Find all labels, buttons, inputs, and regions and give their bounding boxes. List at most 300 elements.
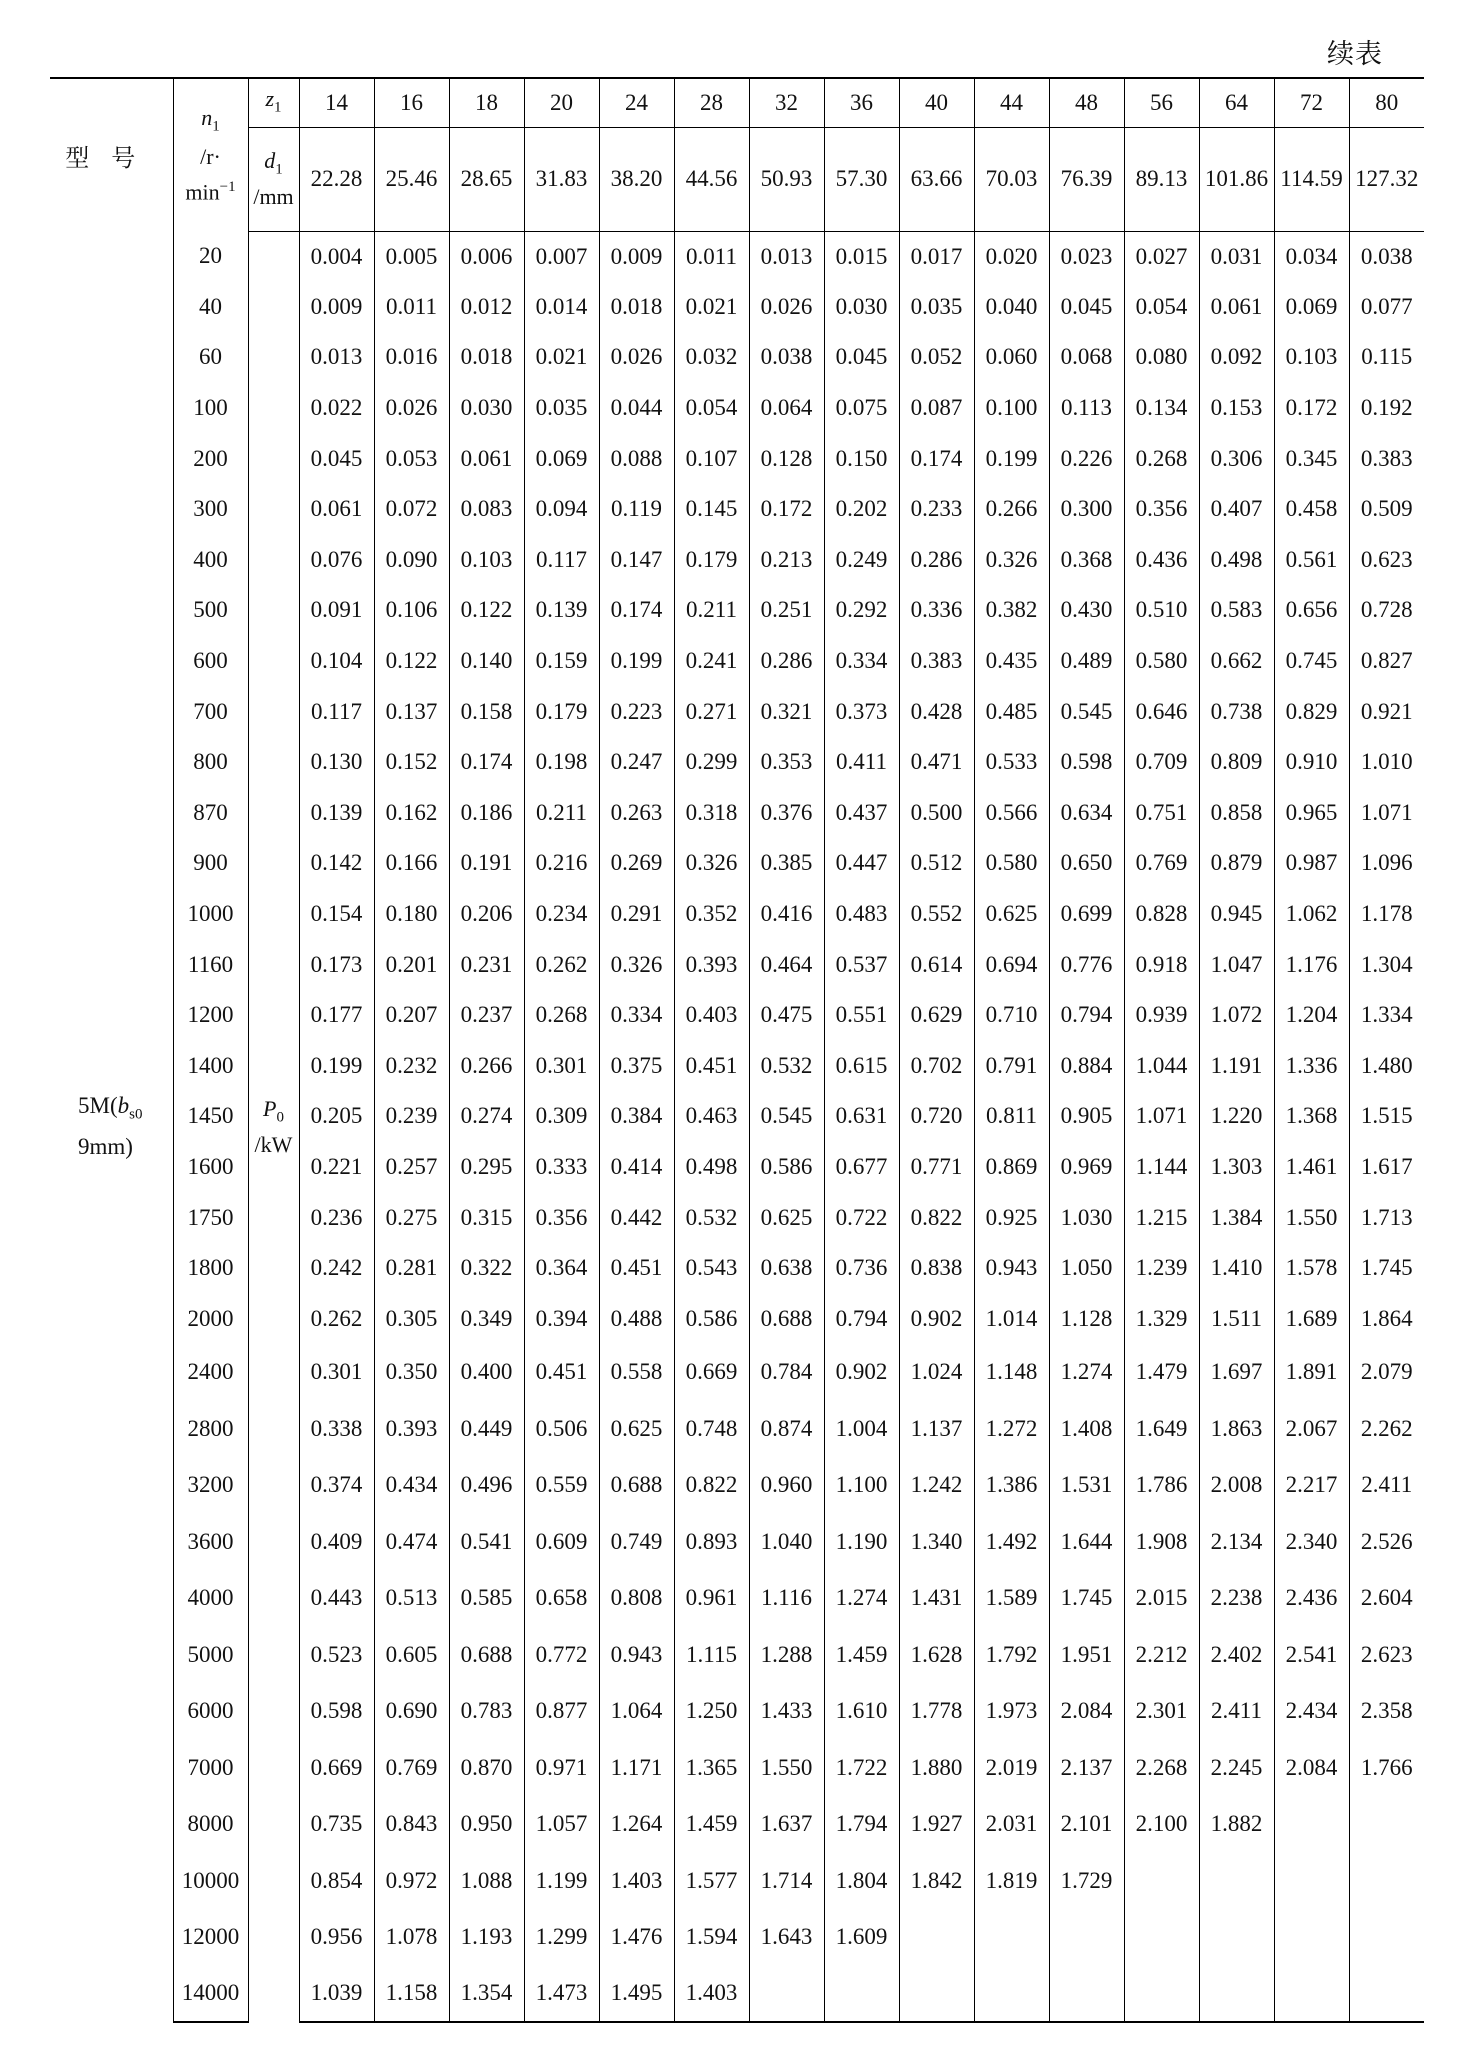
power-value-cell: 0.061	[1199, 282, 1274, 333]
power-value-cell: 0.013	[299, 332, 374, 383]
power-value-cell: 0.585	[449, 1570, 524, 1627]
power-value-cell	[1124, 1909, 1199, 1966]
power-value-cell: 0.007	[524, 231, 599, 282]
power-value-cell: 0.512	[899, 838, 974, 889]
power-value-cell: 0.318	[674, 788, 749, 839]
power-value-cell: 0.262	[524, 939, 599, 990]
power-value-cell: 1.040	[749, 1514, 824, 1571]
power-value-cell: 0.336	[899, 585, 974, 636]
power-value-cell: 0.035	[524, 383, 599, 434]
teeth-header: 56	[1124, 78, 1199, 127]
power-value-cell: 1.433	[749, 1683, 824, 1740]
power-value-cell: 0.352	[674, 889, 749, 940]
power-value-cell: 0.180	[374, 889, 449, 940]
power-value-cell: 0.586	[749, 1142, 824, 1193]
continued-table-label: 续表	[1327, 39, 1383, 70]
power-value-cell: 0.211	[524, 788, 599, 839]
power-value-cell: 0.301	[524, 1041, 599, 1092]
power-value-cell: 0.902	[824, 1344, 899, 1401]
power-value-cell: 0.172	[749, 484, 824, 535]
power-value-cell: 0.166	[374, 838, 449, 889]
power-value-cell: 0.925	[974, 1192, 1049, 1243]
power-value-cell: 0.972	[374, 1853, 449, 1910]
power-value-cell: 0.154	[299, 889, 374, 940]
speed-cell: 1800	[173, 1243, 248, 1294]
power-value-cell: 1.190	[824, 1514, 899, 1571]
power-value-cell: 1.334	[1360, 1002, 1413, 1028]
power-value-cell: 1.215	[1124, 1192, 1199, 1243]
power-value-cell: 2.212	[1124, 1627, 1199, 1684]
power-value-cell: 0.722	[824, 1192, 899, 1243]
power-value-cell: 2.436	[1274, 1570, 1349, 1627]
power-value-cell: 0.021	[524, 332, 599, 383]
power-value-cell: 0.598	[299, 1683, 374, 1740]
power-value-cell: 0.174	[599, 585, 674, 636]
speed-cell: 40	[173, 282, 248, 333]
diameter-header: 25.46	[374, 127, 449, 231]
teeth-header: 40	[899, 78, 974, 127]
power-value-cell: 0.020	[974, 231, 1049, 282]
power-value-cell: 0.130	[299, 737, 374, 788]
power-value-cell: 0.237	[449, 990, 524, 1041]
power-value-cell: 0.463	[674, 1091, 749, 1142]
power-value-cell: 1.550	[749, 1740, 824, 1797]
power-value-cell	[1124, 1966, 1199, 2023]
power-value-cell: 0.400	[449, 1344, 524, 1401]
power-value-cell	[1349, 1853, 1424, 1910]
power-value-cell: 1.030	[1049, 1192, 1124, 1243]
power-value-cell: 0.409	[299, 1514, 374, 1571]
power-value-cell: 1.473	[524, 1966, 599, 2023]
power-value-cell: 0.061	[449, 433, 524, 484]
power-value-cell: 1.864	[1360, 1305, 1413, 1331]
power-value-cell: 0.011	[674, 231, 749, 282]
power-value-cell: 0.451	[599, 1243, 674, 1294]
power-value-cell: 0.728	[1360, 597, 1413, 623]
power-value-cell: 0.054	[674, 383, 749, 434]
power-value-cell: 0.364	[524, 1243, 599, 1294]
power-value-cell: 0.485	[974, 686, 1049, 737]
speed-cell: 1200	[173, 990, 248, 1041]
power-value-cell: 0.434	[374, 1457, 449, 1514]
power-value-cell: 0.709	[1124, 737, 1199, 788]
power-value-cell: 1.431	[899, 1570, 974, 1627]
power-value-cell: 0.769	[1124, 838, 1199, 889]
power-value-cell: 1.819	[974, 1853, 1049, 1910]
power-value-cell: 0.435	[974, 636, 1049, 687]
power-value-cell: 0.134	[1124, 383, 1199, 434]
power-label-cell	[248, 231, 299, 2022]
power-value-cell: 0.090	[374, 535, 449, 586]
power-value-cell: 0.242	[299, 1243, 374, 1294]
power-value-cell: 0.784	[749, 1344, 824, 1401]
power-value-cell: 0.506	[524, 1401, 599, 1458]
power-value-cell: 0.172	[1274, 383, 1349, 434]
power-value-cell: 0.030	[824, 282, 899, 333]
power-value-cell: 0.034	[1274, 231, 1349, 282]
power-value-cell: 0.634	[1049, 788, 1124, 839]
power-value-cell: 0.383	[1360, 445, 1413, 471]
power-value-cell: 0.609	[524, 1514, 599, 1571]
power-value-cell: 0.748	[674, 1401, 749, 1458]
power-value-cell: 0.309	[524, 1091, 599, 1142]
power-value-cell: 0.965	[1274, 788, 1349, 839]
power-value-cell: 1.193	[449, 1909, 524, 1966]
power-value-cell: 0.356	[524, 1192, 599, 1243]
power-value-cell: 0.416	[749, 889, 824, 940]
power-value-cell: 1.908	[1124, 1514, 1199, 1571]
speed-cell: 2400	[173, 1344, 248, 1401]
power-value-cell: 0.393	[674, 939, 749, 990]
power-value-cell: 1.250	[674, 1683, 749, 1740]
power-value-cell: 0.735	[299, 1796, 374, 1853]
power-value-cell: 0.407	[1199, 484, 1274, 535]
power-value-cell: 0.322	[449, 1243, 524, 1294]
power-value-cell: 1.144	[1124, 1142, 1199, 1193]
power-value-cell: 1.288	[749, 1627, 824, 1684]
power-value-cell: 0.045	[1049, 282, 1124, 333]
power-value-cell: 0.115	[1361, 344, 1413, 370]
power-value-cell: 0.286	[899, 535, 974, 586]
power-value-cell: 1.804	[824, 1853, 899, 1910]
power-value-cell: 0.808	[599, 1570, 674, 1627]
power-value-cell: 0.266	[974, 484, 1049, 535]
power-value-cell: 0.173	[299, 939, 374, 990]
power-value-cell: 0.382	[974, 585, 1049, 636]
power-value-cell: 0.005	[374, 231, 449, 282]
power-value-cell: 0.088	[599, 433, 674, 484]
speed-cell: 2000	[173, 1293, 248, 1344]
power-value-cell: 1.137	[899, 1401, 974, 1458]
power-value-cell: 0.306	[1199, 433, 1274, 484]
power-value-cell: 0.677	[824, 1142, 899, 1193]
power-value-cell: 2.245	[1199, 1740, 1274, 1797]
diameter-header: 114.59	[1274, 127, 1349, 231]
power-value-cell: 0.174	[899, 433, 974, 484]
power-value-cell: 1.794	[824, 1796, 899, 1853]
power-value-cell: 0.249	[824, 535, 899, 586]
power-value-cell: 2.015	[1124, 1570, 1199, 1627]
teeth-header: 24	[599, 78, 674, 127]
power-value-cell: 1.239	[1124, 1243, 1199, 1294]
diameter-header: 31.83	[524, 127, 599, 231]
power-value-cell: 0.393	[374, 1401, 449, 1458]
power-value-cell: 2.623	[1360, 1641, 1413, 1667]
power-value-cell: 0.854	[299, 1853, 374, 1910]
power-value-cell: 0.299	[674, 737, 749, 788]
power-value-cell: 0.315	[449, 1192, 524, 1243]
power-value-cell: 1.649	[1124, 1401, 1199, 1458]
power-value-cell: 0.011	[374, 282, 449, 333]
power-value-cell: 2.031	[974, 1796, 1049, 1853]
power-value-cell: 0.152	[374, 737, 449, 788]
power-value-cell: 0.541	[449, 1514, 524, 1571]
power-value-cell: 1.842	[899, 1853, 974, 1910]
power-value-cell: 1.039	[299, 1966, 374, 2023]
power-value-cell: 0.275	[374, 1192, 449, 1243]
power-value-cell: 1.610	[824, 1683, 899, 1740]
power-value-cell: 0.013	[749, 231, 824, 282]
power-value-cell: 0.213	[749, 535, 824, 586]
power-value-cell: 0.483	[824, 889, 899, 940]
diameter-header: 76.39	[1049, 127, 1124, 231]
power-value-cell: 1.171	[599, 1740, 674, 1797]
power-value-cell: 0.022	[299, 383, 374, 434]
power-value-cell: 1.882	[1199, 1796, 1274, 1853]
diameter-header: 57.30	[824, 127, 899, 231]
power-value-cell: 1.714	[749, 1853, 824, 1910]
diameter-header: 127.32	[1349, 127, 1424, 231]
power-value-cell: 0.103	[449, 535, 524, 586]
power-value-cell: 0.199	[599, 636, 674, 687]
teeth-header: 18	[449, 78, 524, 127]
power-value-cell: 0.153	[1199, 383, 1274, 434]
power-value-cell: 0.623	[1360, 546, 1413, 572]
power-value-cell: 0.326	[974, 535, 1049, 586]
power-value-cell: 1.511	[1199, 1293, 1274, 1344]
power-value-cell: 0.060	[974, 332, 1049, 383]
power-value-cell: 0.286	[749, 636, 824, 687]
power-value-cell	[974, 1966, 1049, 2023]
power-value-cell: 0.353	[749, 737, 824, 788]
speed-cell: 400	[173, 535, 248, 586]
power-value-cell: 0.822	[899, 1192, 974, 1243]
power-value-cell: 0.625	[749, 1192, 824, 1243]
speed-cell: 870	[173, 788, 248, 839]
power-value-cell	[1199, 1853, 1274, 1910]
power-value-cell: 2.079	[1360, 1359, 1413, 1385]
power-value-cell: 1.476	[599, 1909, 674, 1966]
power-value-cell: 0.794	[824, 1293, 899, 1344]
power-value-cell: 0.026	[374, 383, 449, 434]
power-value-cell: 1.459	[824, 1627, 899, 1684]
power-value-cell: 1.863	[1199, 1401, 1274, 1458]
power-value-cell: 1.480	[1360, 1052, 1413, 1078]
power-value-cell: 0.239	[374, 1091, 449, 1142]
power-value-cell: 1.096	[1360, 850, 1413, 876]
power-value-cell: 1.158	[374, 1966, 449, 2023]
power-value-cell: 0.488	[599, 1293, 674, 1344]
power-value-cell: 1.303	[1199, 1142, 1274, 1193]
power-value-cell: 0.827	[1360, 648, 1413, 674]
power-value-cell: 1.973	[974, 1683, 1049, 1740]
z1-label-cell	[248, 78, 299, 127]
d1-label-cell	[248, 127, 299, 231]
power-value-cell	[1199, 1966, 1274, 2023]
power-value-cell: 0.650	[1049, 838, 1124, 889]
diameter-header: 89.13	[1124, 127, 1199, 231]
power-value-cell: 0.257	[374, 1142, 449, 1193]
power-value-cell: 0.009	[599, 231, 674, 282]
power-value-cell: 0.498	[1199, 535, 1274, 586]
power-value-cell: 0.015	[824, 231, 899, 282]
power-value-cell: 2.402	[1199, 1627, 1274, 1684]
power-value-cell: 0.902	[899, 1293, 974, 1344]
power-value-cell: 0.625	[599, 1401, 674, 1458]
power-value-cell: 1.078	[374, 1909, 449, 1966]
power-value-cell: 0.338	[299, 1401, 374, 1458]
power-value-cell: 0.751	[1124, 788, 1199, 839]
power-value-cell: 0.513	[374, 1570, 449, 1627]
power-value-cell: 0.334	[599, 990, 674, 1041]
power-value-cell: 0.373	[824, 686, 899, 737]
power-value-cell	[1349, 1796, 1424, 1853]
power-value-cell: 1.531	[1049, 1457, 1124, 1514]
power-value-cell: 0.122	[374, 636, 449, 687]
power-value-cell: 0.971	[524, 1740, 599, 1797]
power-value-cell: 0.137	[374, 686, 449, 737]
power-value-cell: 0.662	[1199, 636, 1274, 687]
power-value-cell: 2.434	[1274, 1683, 1349, 1740]
power-value-cell: 0.658	[524, 1570, 599, 1627]
power-value-cell: 0.236	[299, 1192, 374, 1243]
power-value-cell: 2.101	[1049, 1796, 1124, 1853]
power-value-cell: 0.119	[599, 484, 674, 535]
power-value-cell: 0.558	[599, 1344, 674, 1401]
power-value-cell: 0.326	[599, 939, 674, 990]
speed-cell: 500	[173, 585, 248, 636]
teeth-header: 64	[1199, 78, 1274, 127]
power-value-cell: 0.231	[449, 939, 524, 990]
power-value-cell: 0.201	[374, 939, 449, 990]
diameter-header: 38.20	[599, 127, 674, 231]
power-value-cell: 0.532	[674, 1192, 749, 1243]
power-value-cell	[1124, 1853, 1199, 1910]
power-value-cell: 0.943	[974, 1243, 1049, 1294]
power-value-cell: 1.336	[1274, 1041, 1349, 1092]
power-value-cell: 0.699	[1049, 889, 1124, 940]
power-value-cell: 0.443	[299, 1570, 374, 1627]
power-value-cell: 0.040	[974, 282, 1049, 333]
power-value-cell: 0.580	[974, 838, 1049, 889]
speed-cell: 6000	[173, 1683, 248, 1740]
power-value-cell: 0.266	[449, 1041, 524, 1092]
power-value-cell: 0.023	[1049, 231, 1124, 282]
power-value-cell: 1.403	[674, 1966, 749, 2023]
power-value-cell: 0.669	[299, 1740, 374, 1797]
power-value-cell	[1349, 1909, 1424, 1966]
power-value-cell: 0.139	[524, 585, 599, 636]
power-value-cell: 0.044	[599, 383, 674, 434]
d1-label: $d_1$ /mm	[253, 147, 294, 210]
power-value-cell: 0.305	[374, 1293, 449, 1344]
power-value-cell: 1.329	[1124, 1293, 1199, 1344]
power-value-cell: 2.268	[1124, 1740, 1199, 1797]
power-value-cell: 0.147	[599, 535, 674, 586]
power-value-cell: 1.408	[1049, 1401, 1124, 1458]
power-value-cell: 0.221	[299, 1142, 374, 1193]
power-value-cell: 0.241	[674, 636, 749, 687]
power-value-cell: 0.139	[299, 788, 374, 839]
power-value-cell: 0.384	[599, 1091, 674, 1142]
power-value-cell: 0.442	[599, 1192, 674, 1243]
power-value-cell: 1.010	[1360, 749, 1413, 775]
power-value-cell: 0.829	[1274, 686, 1349, 737]
power-value-cell	[1274, 1796, 1349, 1853]
power-value-cell: 0.004	[299, 231, 374, 282]
power-value-cell: 0.385	[749, 838, 824, 889]
power-value-cell: 1.786	[1124, 1457, 1199, 1514]
power-value-cell: 1.044	[1124, 1041, 1199, 1092]
power-value-cell: 0.202	[824, 484, 899, 535]
power-value-cell: 0.038	[1360, 243, 1413, 269]
power-value-cell: 1.274	[1049, 1344, 1124, 1401]
power-value-cell: 0.884	[1049, 1041, 1124, 1092]
power-value-cell: 1.088	[449, 1853, 524, 1910]
power-value-cell: 0.295	[449, 1142, 524, 1193]
power-value-cell: 0.100	[974, 383, 1049, 434]
power-value-cell: 0.532	[749, 1041, 824, 1092]
power-value-cell: 0.905	[1049, 1091, 1124, 1142]
power-value-cell: 1.242	[899, 1457, 974, 1514]
power-value-cell: 0.014	[524, 282, 599, 333]
power-value-cell: 0.179	[524, 686, 599, 737]
power-value-cell: 0.629	[899, 990, 974, 1041]
teeth-header: 48	[1049, 78, 1124, 127]
power-value-cell: 0.113	[1049, 383, 1124, 434]
power-value-cell: 0.736	[824, 1243, 899, 1294]
power-value-cell: 0.969	[1049, 1142, 1124, 1193]
power-value-cell: 0.809	[1199, 737, 1274, 788]
power-value-cell	[899, 1909, 974, 1966]
power-value-cell: 0.292	[824, 585, 899, 636]
power-value-cell: 0.552	[899, 889, 974, 940]
power-value-cell	[974, 1909, 1049, 1966]
diameter-header: 28.65	[449, 127, 524, 231]
power-value-cell: 0.268	[1124, 433, 1199, 484]
power-value-cell: 1.204	[1274, 990, 1349, 1041]
power-value-cell: 1.299	[524, 1909, 599, 1966]
power-value-cell: 1.128	[1049, 1293, 1124, 1344]
power-value-cell: 0.559	[524, 1457, 599, 1514]
speed-cell: 5000	[173, 1627, 248, 1684]
power-value-cell: 0.199	[974, 433, 1049, 484]
power-value-cell: 0.783	[449, 1683, 524, 1740]
power-value-cell: 1.178	[1360, 901, 1413, 927]
power-value-cell: 1.384	[1199, 1192, 1274, 1243]
power-value-cell	[1049, 1966, 1124, 2023]
power-value-cell: 0.207	[374, 990, 449, 1041]
power-value-cell: 1.577	[674, 1853, 749, 1910]
power-value-cell: 0.745	[1274, 636, 1349, 687]
power-value-cell: 0.177	[299, 990, 374, 1041]
power-value-cell: 1.072	[1199, 990, 1274, 1041]
power-value-cell	[749, 1966, 824, 2023]
power-value-cell: 0.179	[674, 535, 749, 586]
power-value-cell: 1.024	[899, 1344, 974, 1401]
power-value-cell: 0.509	[1360, 496, 1413, 522]
table-row	[50, 231, 1424, 282]
power-value-cell: 1.495	[599, 1966, 674, 2023]
power-value-cell: 0.232	[374, 1041, 449, 1092]
speed-cell: 8000	[173, 1796, 248, 1853]
power-value-cell: 0.268	[524, 990, 599, 1041]
power-value-cell: 0.950	[449, 1796, 524, 1853]
power-value-cell: 0.523	[299, 1627, 374, 1684]
power-value-cell: 2.604	[1360, 1585, 1413, 1611]
power-value-cell: 0.939	[1124, 990, 1199, 1041]
diameter-header: 63.66	[899, 127, 974, 231]
power-value-cell: 0.162	[374, 788, 449, 839]
power-value-cell: 0.142	[299, 838, 374, 889]
power-value-cell: 0.205	[299, 1091, 374, 1142]
power-value-cell	[1049, 1909, 1124, 1966]
power-value-cell: 0.580	[1124, 636, 1199, 687]
power-value-cell: 1.014	[974, 1293, 1049, 1344]
speed-cell: 600	[173, 636, 248, 687]
power-value-cell: 2.262	[1360, 1415, 1413, 1441]
power-value-cell: 0.776	[1049, 939, 1124, 990]
